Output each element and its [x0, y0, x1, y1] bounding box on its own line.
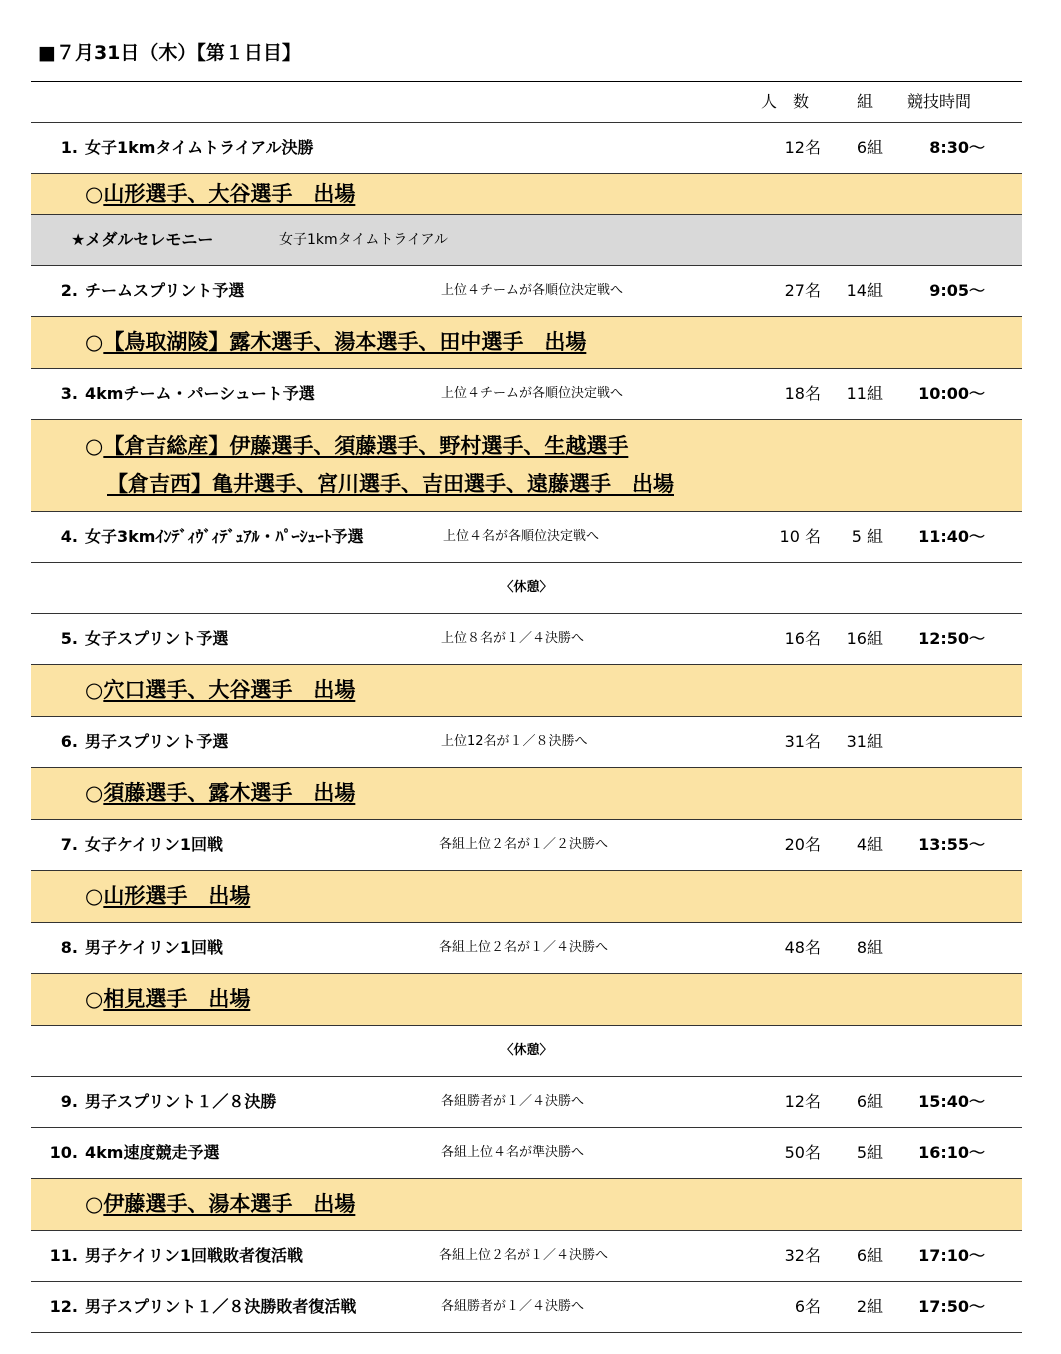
- event-note: 各組勝者が１／４決勝へ: [441, 1094, 585, 1109]
- event-groups: 4組: [856, 835, 883, 854]
- event-name: チームスプリント予選: [85, 281, 245, 300]
- event-name: 女子3kmｲﾝﾃﾞｨｳﾞｨﾃﾞｭｱﾙ・ﾊﾟｰｼｭｰﾄ予選: [85, 527, 364, 546]
- event-time: 16:10～: [918, 1143, 985, 1162]
- event-people: 50名: [784, 1143, 821, 1162]
- event-row: [31, 266, 1022, 317]
- event-note: 上位４名が各順位決定戦へ: [443, 529, 600, 544]
- entry-line: [85, 174, 355, 214]
- entry-mark: ○: [85, 182, 104, 206]
- event-name: 4kmチーム・パーシュート予選: [85, 384, 315, 403]
- entry-mark: ○: [85, 781, 104, 805]
- event-people: 10 名: [779, 527, 821, 546]
- event-groups: 6組: [856, 1092, 883, 1111]
- table-header: [31, 82, 1022, 123]
- event-groups: 5組: [856, 1143, 883, 1162]
- entry-text: 伊藤選手、湯本選手 出場: [103, 1192, 356, 1216]
- break-row: [31, 1026, 1022, 1077]
- event-row: [31, 1282, 1022, 1333]
- event-row: [31, 820, 1022, 871]
- entry-line: [107, 464, 674, 504]
- schedule-table: [31, 81, 1022, 1333]
- event-time: 12:50～: [918, 629, 985, 648]
- page-title: ■７月31日（木）【第１日目】: [38, 42, 301, 64]
- break-label: 〈休憩〉: [500, 580, 553, 595]
- entry-mark: ○: [85, 884, 104, 908]
- event-time: 11:40～: [918, 527, 985, 546]
- event-time: 17:10～: [918, 1246, 985, 1265]
- event-number: 11.: [49, 1246, 78, 1265]
- event-note: 各組上位２名が１／４決勝へ: [439, 1248, 609, 1263]
- event-number: 9.: [60, 1092, 78, 1111]
- event-name: 女子ケイリン1回戦: [85, 835, 224, 854]
- event-row: [31, 1077, 1022, 1128]
- entry-mark: ○: [85, 434, 104, 458]
- event-time: 13:55～: [918, 835, 985, 854]
- event-number: 6.: [60, 732, 78, 751]
- event-groups: 2組: [856, 1297, 883, 1316]
- entry-line: [85, 317, 586, 367]
- event-groups: 11組: [846, 384, 883, 403]
- header-people: 人 数: [761, 92, 810, 111]
- event-groups: 14組: [846, 281, 883, 300]
- entry-row: [31, 174, 1022, 215]
- event-note: 上位４チームが各順位決定戦へ: [441, 386, 624, 401]
- event-note: 上位４チームが各順位決定戦へ: [441, 283, 624, 298]
- event-groups: 6組: [856, 1246, 883, 1265]
- event-groups: 31組: [846, 732, 883, 751]
- event-people: 48名: [784, 938, 821, 957]
- event-people: 31名: [784, 732, 821, 751]
- entry-row: [31, 1179, 1022, 1231]
- break-label: 〈休憩〉: [500, 1043, 553, 1058]
- entry-row: [31, 317, 1022, 369]
- entry-mark: ○: [85, 1192, 104, 1216]
- event-groups: 8組: [856, 938, 883, 957]
- entry-line: [85, 974, 250, 1024]
- event-people: 6名: [794, 1297, 821, 1316]
- event-row: [31, 512, 1022, 563]
- event-note: 各組上位２名が１／２決勝へ: [439, 837, 609, 852]
- entry-text: 須藤選手、露木選手 出場: [103, 781, 356, 805]
- medal-ceremony-row: [31, 215, 1022, 266]
- entry-line: [85, 665, 355, 715]
- break-row: [31, 563, 1022, 614]
- event-row: [31, 369, 1022, 420]
- header-time: 競技時間: [907, 92, 972, 111]
- event-people: 12名: [784, 1092, 821, 1111]
- entry-text: 山形選手 出場: [103, 884, 251, 908]
- entry-text: 山形選手、大谷選手 出場: [103, 182, 356, 206]
- entry-line: [85, 871, 250, 921]
- event-time: 10:00～: [918, 384, 985, 403]
- event-people: 12名: [784, 138, 821, 157]
- event-name: 男子スプリント１／８決勝敗者復活戦: [85, 1297, 357, 1316]
- entry-text: 穴口選手、大谷選手 出場: [103, 678, 356, 702]
- event-name: 4km速度競走予選: [85, 1143, 220, 1162]
- event-name: 男子ケイリン1回戦: [85, 938, 224, 957]
- entry-mark: ○: [85, 987, 104, 1011]
- event-groups: 16組: [846, 629, 883, 648]
- event-people: 16名: [784, 629, 821, 648]
- event-time: 17:50～: [918, 1297, 985, 1316]
- entry-mark: ○: [85, 330, 104, 354]
- event-time: 15:40～: [918, 1092, 985, 1111]
- event-name: 女子スプリント予選: [85, 629, 229, 648]
- entry-line: [85, 768, 355, 818]
- event-number: 5.: [60, 629, 78, 648]
- event-row: [31, 123, 1022, 174]
- entry-mark: ○: [85, 678, 104, 702]
- event-time: 8:30～: [929, 138, 985, 157]
- event-row: [31, 717, 1022, 768]
- entry-line: [85, 426, 628, 466]
- event-number: 7.: [60, 835, 78, 854]
- entry-row: [31, 420, 1022, 512]
- event-row: [31, 1231, 1022, 1282]
- header-groups: 組: [857, 92, 874, 111]
- event-number: 2.: [60, 281, 78, 300]
- entry-row: [31, 665, 1022, 717]
- event-name: 男子ケイリン1回戦敗者復活戦: [85, 1246, 304, 1265]
- entry-row: [31, 871, 1022, 923]
- event-name: 男子スプリント予選: [85, 732, 229, 751]
- event-note: 上位12名が１／８決勝へ: [441, 734, 588, 749]
- event-number: 8.: [60, 938, 78, 957]
- event-number: 3.: [60, 384, 78, 403]
- event-row: [31, 614, 1022, 665]
- event-note: 各組上位２名が１／４決勝へ: [439, 940, 609, 955]
- event-number: 10.: [49, 1143, 78, 1162]
- event-note: 各組勝者が１／４決勝へ: [441, 1299, 585, 1314]
- event-note: 各組上位４名が準決勝へ: [441, 1145, 585, 1160]
- event-name: 男子スプリント１／８決勝: [85, 1092, 277, 1111]
- event-row: [31, 1128, 1022, 1179]
- event-time: 9:05～: [929, 281, 985, 300]
- entry-row: [31, 974, 1022, 1026]
- event-people: 32名: [784, 1246, 821, 1265]
- event-groups: 6組: [856, 138, 883, 157]
- event-people: 27名: [784, 281, 821, 300]
- event-name: 女子1kmタイムトライアル決勝: [85, 138, 314, 157]
- entry-text: 【倉吉西】亀井選手、宮川選手、吉田選手、遠藤選手 出場: [107, 472, 674, 496]
- event-row: [31, 923, 1022, 974]
- event-number: 12.: [49, 1297, 78, 1316]
- medal-ceremony-event: 女子1kmタイムトライアル: [279, 232, 448, 248]
- event-people: 18名: [784, 384, 821, 403]
- event-people: 20名: [784, 835, 821, 854]
- event-note: 上位８名が１／４決勝へ: [441, 631, 585, 646]
- medal-ceremony-title: ★メダルセレモニー: [71, 230, 214, 249]
- event-number: 4.: [60, 527, 78, 546]
- entry-row: [31, 768, 1022, 820]
- event-number: 1.: [60, 138, 78, 157]
- entry-text: 【鳥取湖陵】露木選手、湯本選手、田中選手 出場: [103, 330, 587, 354]
- entry-text: 相見選手 出場: [103, 987, 251, 1011]
- event-groups: 5 組: [851, 527, 883, 546]
- entry-text: 【倉吉総産】伊藤選手、須藤選手、野村選手、生越選手: [103, 434, 629, 458]
- entry-line: [85, 1179, 355, 1229]
